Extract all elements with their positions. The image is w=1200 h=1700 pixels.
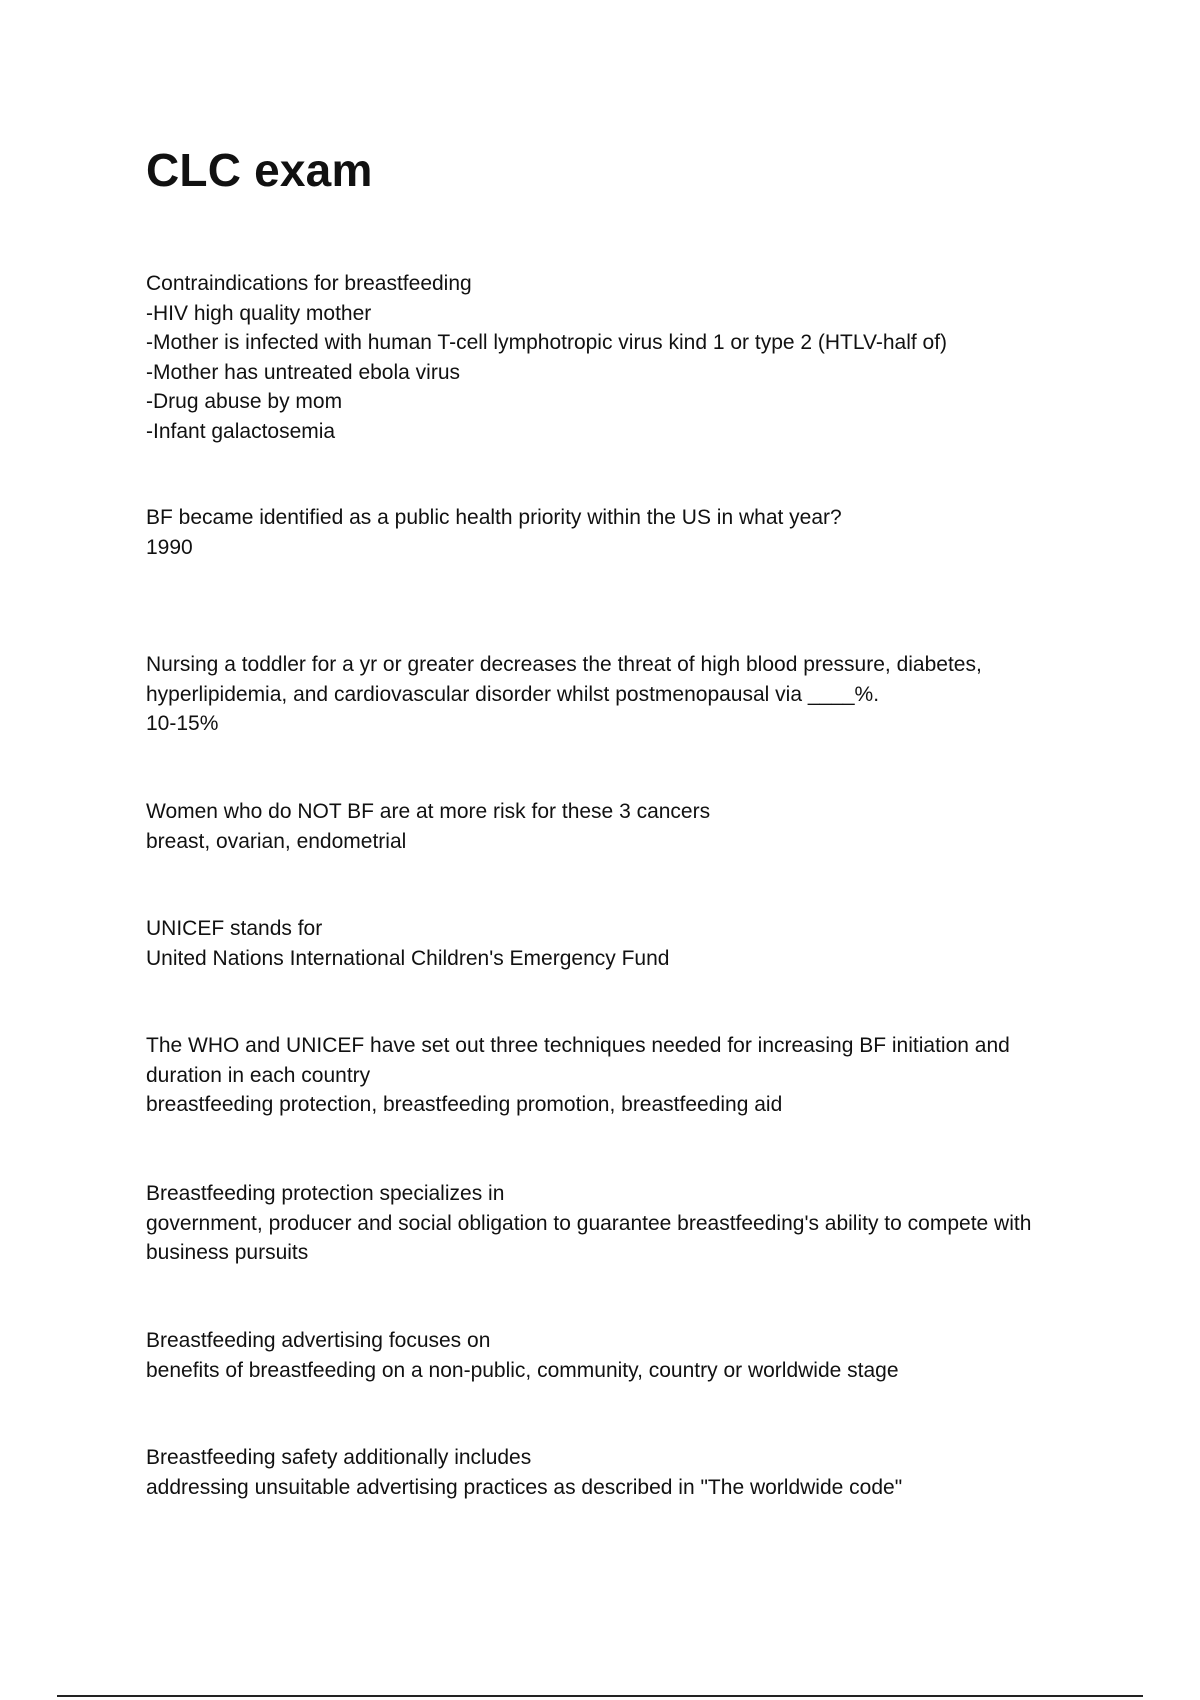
qa-who-unicef-techniques bbox=[146, 1031, 1026, 1120]
question-text: Breastfeeding safety additionally includes bbox=[146, 1446, 532, 1469]
question-text: The WHO and UNICEF have set out three techniques needed for increasing BF initiation and duration in each country bbox=[146, 1034, 1010, 1087]
question-text: Contraindications for breastfeeding bbox=[146, 272, 472, 295]
qa-cancer-risk bbox=[146, 797, 1076, 856]
qa-breastfeeding-safety bbox=[146, 1443, 1076, 1502]
qa-nursing-risk-reduction bbox=[146, 650, 1046, 739]
answer-line: -HIV high quality mother bbox=[146, 301, 372, 325]
qa-public-health-year bbox=[146, 503, 1076, 562]
question-text: Breastfeeding advertising focuses on bbox=[146, 1329, 491, 1352]
answer-line: -Mother is infected with human T-cell lymphotropic virus kind 1 or type 2 (HTLV-half of) bbox=[146, 331, 948, 354]
footer-divider bbox=[57, 1695, 1143, 1697]
qa-contraindications bbox=[146, 269, 1076, 446]
qa-breastfeeding-protection bbox=[146, 1179, 1046, 1268]
answer-line: -Drug abuse by mom bbox=[146, 390, 343, 413]
answer-text: addressing unsuitable advertising practices as described in "The worldwide code" bbox=[146, 1475, 903, 1499]
answer-text: breast, ovarian, endometrial bbox=[146, 829, 407, 853]
question-text: UNICEF stands for bbox=[146, 917, 323, 940]
page-title: CLC exam bbox=[146, 144, 373, 196]
qa-breastfeeding-advertising bbox=[146, 1326, 1076, 1385]
answer-text: 1990 bbox=[146, 535, 193, 559]
answer-text: government, producer and social obligation to guarantee breastfeeding's ability to compete with business pursuits bbox=[146, 1211, 1032, 1264]
question-text: Nursing a toddler for a yr or greater decreases the threat of high blood pressure, diabetes, hyperlipidemia, and cardiovascular disorder whilst postmenopausal via ____%. bbox=[146, 653, 982, 706]
question-text: Breastfeeding protection specializes in bbox=[146, 1182, 505, 1205]
question-text: Women who do NOT BF are at more risk for these 3 cancers bbox=[146, 800, 711, 823]
answer-text: breastfeeding protection, breastfeeding promotion, breastfeeding aid bbox=[146, 1093, 783, 1116]
answer-text: 10-15% bbox=[146, 712, 219, 735]
answer-text: benefits of breastfeeding on a non-public, community, country or worldwide stage bbox=[146, 1358, 899, 1382]
answer-text: United Nations International Children's Emergency Fund bbox=[146, 946, 670, 970]
answer-line: -Infant galactosemia bbox=[146, 419, 336, 443]
answer-line: -Mother has untreated ebola virus bbox=[146, 360, 461, 384]
question-text: BF became identified as a public health priority within the US in what year? bbox=[146, 506, 842, 529]
qa-unicef bbox=[146, 914, 1076, 973]
